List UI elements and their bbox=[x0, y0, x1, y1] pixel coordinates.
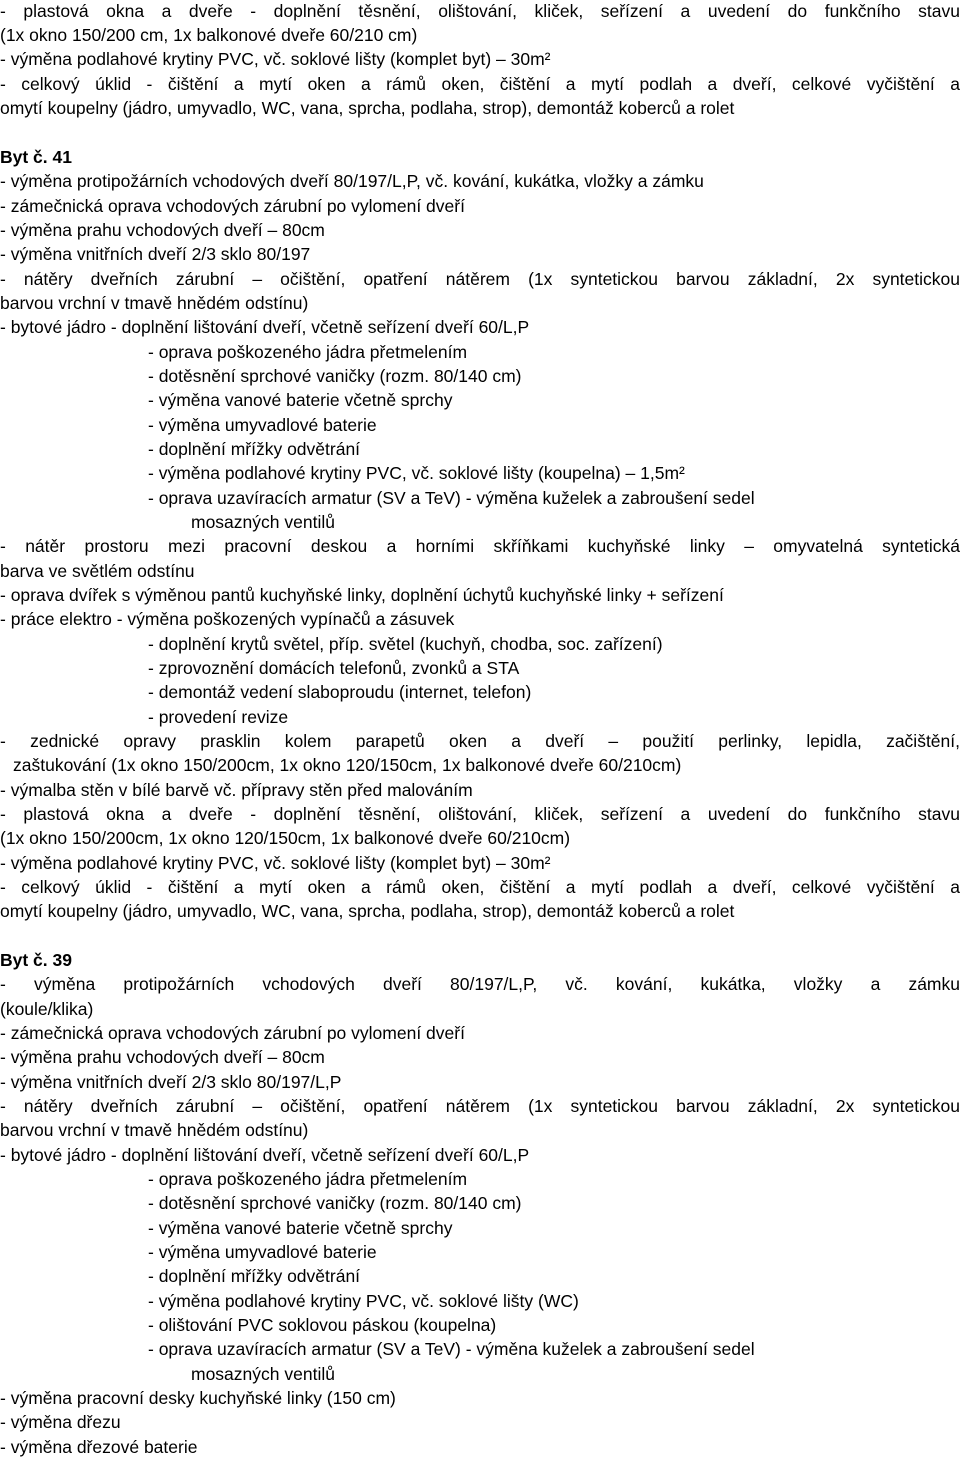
text-line: - oprava dvířek s výměnou pantů kuchyňské linky, doplnění úchytů kuchyňské linky + seřízení bbox=[0, 585, 724, 605]
sub-item: - výměna vanové baterie včetně sprchy bbox=[148, 390, 453, 410]
sub-item: - dotěsnění sprchové vaničky (rozm. 80/140 cm) bbox=[148, 366, 522, 386]
text-line: - výměna dřezu bbox=[0, 1412, 121, 1432]
sub-item: - dotěsnění sprchové vaničky (rozm. 80/140 cm) bbox=[148, 1193, 522, 1213]
section-heading-byt-39: Byt č. 39 bbox=[0, 950, 72, 970]
sub-item: - oprava uzavíracích armatur (SV a TeV) - výměna kuželek a zabroušení sedel bbox=[148, 1339, 755, 1359]
text-line: - výměna podlahové krytiny PVC, vč. soklové lišty (komplet byt) – 30m² bbox=[0, 853, 551, 873]
text-line: - bytové jádro - doplnění lištování dveří, včetně seřízení dveří 60/L,P bbox=[0, 317, 530, 337]
text-line: - výměna prahu vchodových dveří – 80cm bbox=[0, 220, 325, 240]
text-line: - zednické opravy prasklin kolem parapetů oken a dveří – použití perlinky, lepidla, začištění, bbox=[0, 731, 960, 751]
text-line: - nátěr prostoru mezi pracovní deskou a horními skříňkami kuchyňské linky – omyvatelná syntetická bbox=[0, 536, 960, 556]
text-line: - celkový úklid - čištění a mytí oken a rámů oken, čištění a mytí podlah a dveří, celkové vyčištění a bbox=[0, 74, 960, 94]
text-line: - nátěry dveřních zárubní – očištění, opatření nátěrem (1x syntetickou barvou základní, 2x syntetickou bbox=[0, 269, 960, 289]
section-heading-byt-41: Byt č. 41 bbox=[0, 147, 72, 167]
text-line: (1x okno 150/200 cm, 1x balkonové dveře 60/210 cm) bbox=[0, 25, 418, 45]
sub-item: - oprava uzavíracích armatur (SV a TeV) - výměna kuželek a zabroušení sedel bbox=[148, 488, 755, 508]
text-line: - výměna protipožárních vchodových dveří 80/197/L,P, vč. kování, kukátka, vložky a zámku bbox=[0, 974, 960, 994]
text-line: barva ve světlém odstínu bbox=[0, 561, 195, 581]
text-line: - zámečnická oprava vchodových zárubní po vylomení dveří bbox=[0, 196, 465, 216]
text-line: - nátěry dveřních zárubní – očištění, opatření nátěrem (1x syntetickou barvou základní, 2x syntetickou bbox=[0, 1096, 960, 1116]
text-line: - zámečnická oprava vchodových zárubní po vylomení dveří bbox=[0, 1023, 465, 1043]
sub-item: - výměna podlahové krytiny PVC, vč. soklové lišty (koupelna) – 1,5m² bbox=[148, 463, 685, 483]
text-line: - výměna dřezové baterie bbox=[0, 1437, 198, 1457]
sub-item: - doplnění mřížky odvětrání bbox=[148, 1266, 361, 1286]
text-line: - výmalba stěn v bílé barvě vč. přípravy stěn před malováním bbox=[0, 780, 473, 800]
text-line: zaštukování (1x okno 150/200cm, 1x okno 120/150cm, 1x balkonové dveře 60/210cm) bbox=[13, 755, 682, 775]
sub-item: - provedení revize bbox=[148, 707, 289, 727]
text-line: - výměna vnitřních dveří 2/3 sklo 80/197 bbox=[0, 244, 311, 264]
sub-item: - oprava poškozeného jádra přetmelením bbox=[148, 1169, 468, 1189]
text-line: - výměna podlahové krytiny PVC, vč. soklové lišty (komplet byt) – 30m² bbox=[0, 49, 551, 69]
sub-item: - doplnění krytů světel, příp. světel (kuchyň, chodba, soc. zařízení) bbox=[148, 634, 663, 654]
sub-item-continuation: mosazných ventilů bbox=[191, 512, 335, 532]
text-line: - bytové jádro - doplnění lištování dveří, včetně seřízení dveří 60/L,P bbox=[0, 1145, 530, 1165]
sub-item: - demontáž vedení slaboproudu (internet, telefon) bbox=[148, 682, 532, 702]
text-line: (koule/klika) bbox=[0, 999, 94, 1019]
text-line: omytí koupelny (jádro, umyvadlo, WC, vana, sprcha, podlaha, strop), demontáž koberců a rolet bbox=[0, 901, 735, 921]
sub-item: - výměna umyvadlové baterie bbox=[148, 1242, 377, 1262]
text-line: - celkový úklid - čištění a mytí oken a rámů oken, čištění a mytí podlah a dveří, celkové vyčištění a bbox=[0, 877, 960, 897]
sub-item: - doplnění mřížky odvětrání bbox=[148, 439, 361, 459]
sub-item: - výměna podlahové krytiny PVC, vč. soklové lišty (WC) bbox=[148, 1291, 579, 1311]
sub-item: - olištování PVC soklovou páskou (koupelna) bbox=[148, 1315, 497, 1335]
text-line: - výměna pracovní desky kuchyňské linky (150 cm) bbox=[0, 1388, 396, 1408]
sub-item: - oprava poškozeného jádra přetmelením bbox=[148, 342, 468, 362]
text-line: barvou vrchní v tmavě hnědém odstínu) bbox=[0, 293, 309, 313]
text-line: - výměna prahu vchodových dveří – 80cm bbox=[0, 1047, 325, 1067]
sub-item: - zprovoznění domácích telefonů, zvonků a STA bbox=[148, 658, 520, 678]
sub-item: - výměna umyvadlové baterie bbox=[148, 415, 377, 435]
sub-item-continuation: mosazných ventilů bbox=[191, 1364, 335, 1384]
text-line: - práce elektro - výměna poškozených vypínačů a zásuvek bbox=[0, 609, 455, 629]
text-line: (1x okno 150/200cm, 1x okno 120/150cm, 1x balkonové dveře 60/210cm) bbox=[0, 828, 571, 848]
text-line: - výměna vnitřních dveří 2/3 sklo 80/197/L,P bbox=[0, 1072, 342, 1092]
text-line: - plastová okna a dveře - doplnění těsnění, olištování, kliček, seřízení a uvedení do funkčního stavu bbox=[0, 804, 960, 824]
text-line: - výměna protipožárních vchodových dveří 80/197/L,P, vč. kování, kukátka, vložky a zámku bbox=[0, 171, 704, 191]
text-line: omytí koupelny (jádro, umyvadlo, WC, vana, sprcha, podlaha, strop), demontáž koberců a rolet bbox=[0, 98, 735, 118]
sub-item: - výměna vanové baterie včetně sprchy bbox=[148, 1218, 453, 1238]
text-line: barvou vrchní v tmavě hnědém odstínu) bbox=[0, 1120, 309, 1140]
text-line: - plastová okna a dveře - doplnění těsnění, olištování, kliček, seřízení a uvedení do funkčního stavu bbox=[0, 1, 960, 21]
